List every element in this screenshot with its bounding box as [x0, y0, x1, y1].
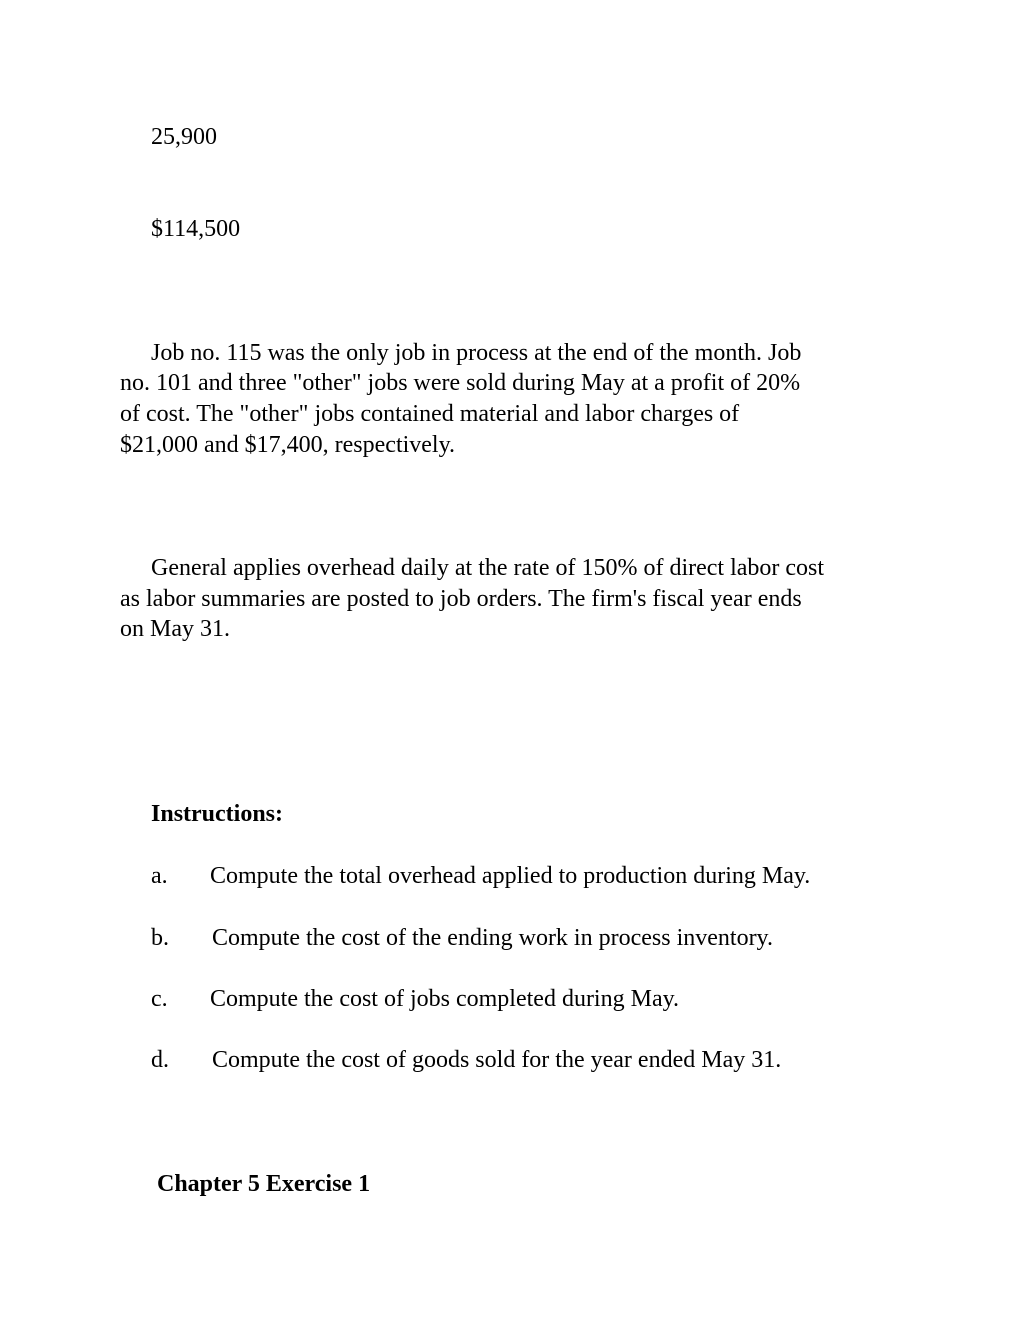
paragraph-line: General applies overhead daily at the rate of 150% of direct labor cost — [151, 555, 825, 581]
paragraph-line: Job no. 115 was the only job in process at the end of the month. Job — [151, 340, 802, 366]
instructions-heading: Instructions: — [151, 801, 284, 827]
instruction-letter: b. — [151, 925, 169, 951]
paragraph-line: $21,000 and $17,400, respectively. — [120, 432, 456, 458]
instruction-text: Compute the cost of goods sold for the year ended May 31. — [212, 1047, 782, 1073]
instruction-text: Compute the total overhead applied to production during May. — [210, 863, 811, 889]
amount-line-1: 25,900 — [151, 124, 217, 150]
instruction-letter: a. — [151, 863, 168, 889]
instruction-text: Compute the cost of the ending work in process inventory. — [212, 925, 773, 951]
paragraph-line: as labor summaries are posted to job orders. The firm's fiscal year ends — [120, 586, 802, 612]
instruction-letter: d. — [151, 1047, 169, 1073]
instruction-text: Compute the cost of jobs completed during May. — [210, 986, 680, 1012]
paragraph-line: no. 101 and three "other" jobs were sold during May at a profit of 20% — [120, 370, 801, 396]
paragraph-line: of cost. The "other" jobs contained material and labor charges of — [120, 401, 740, 427]
paragraph-line: on May 31. — [120, 616, 230, 642]
chapter-heading: Chapter 5 Exercise 1 — [157, 1171, 371, 1197]
amount-line-2: $114,500 — [151, 216, 241, 242]
instruction-letter: c. — [151, 986, 168, 1012]
